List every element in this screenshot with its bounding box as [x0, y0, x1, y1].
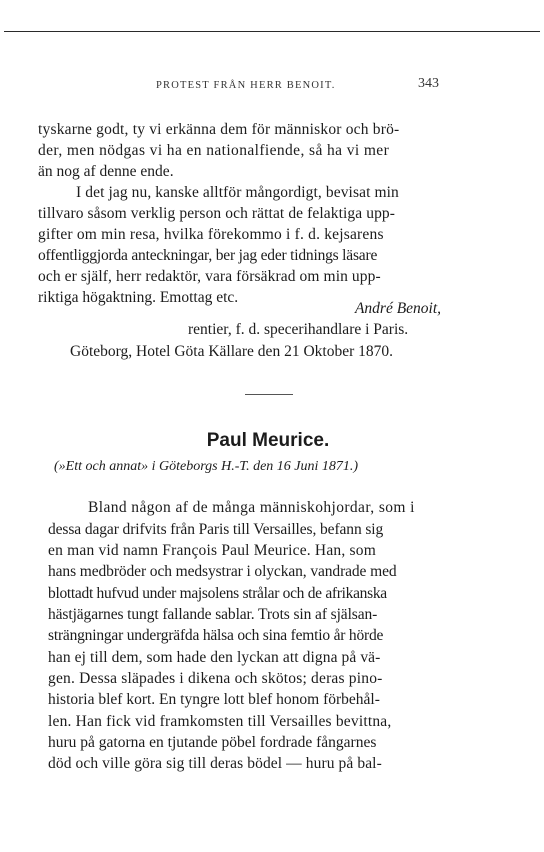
- article-line: len. Han fick vid framkomsten till Versailles bevittna,: [48, 713, 392, 730]
- letter-line: der, men nödgas vi ha en nationalfiende, så ha vi mer: [38, 142, 390, 159]
- article-line: blottadt hufvud under majsolens strålar och de afrikanska: [48, 585, 387, 602]
- signature-name: André Benoit,: [354, 300, 442, 317]
- letter-line: och er själf, herr redaktör, vara försäkrad om min upp-: [38, 268, 381, 285]
- signature-title: rentier, f. d. specerihandlare i Paris.: [188, 321, 409, 338]
- running-head: PROTEST FRÅN HERR BENOIT.: [156, 80, 336, 91]
- section-divider: [245, 394, 293, 395]
- article-line: en man vid namn François Paul Meurice. Han, som: [48, 542, 376, 559]
- page-number: 343: [418, 76, 439, 91]
- article-line: han ej till dem, som hade den lyckan att digna på vä-: [48, 649, 381, 666]
- article-line: strängningar undergräfda hälsa och sina femtio år hörde: [48, 627, 384, 644]
- article-source: (»Ett och annat» i Göteborgs H.-T. den 16 Juni 1871.): [54, 459, 359, 474]
- place-date: Göteborg, Hotel Göta Källare den 21 Oktober 1870.: [70, 343, 393, 360]
- article-line: huru på gatorna en tjutande pöbel fordrade fångarnes: [48, 734, 377, 751]
- letter-line: gifter om min resa, hvilka förekommo i f. d. kejsarens: [38, 226, 384, 243]
- article-line: Bland någon af de många människohjordar, som i: [88, 499, 415, 516]
- article-line: hans medbröder och medsystrar i olyckan, vandrade med: [48, 563, 397, 580]
- article-line: historia blef kort. En tyngre lott blef honom förbehål-: [48, 691, 380, 708]
- letter-line: riktiga högaktning. Emottag etc.: [38, 289, 239, 306]
- letter-line: tillvaro såsom verklig person och rättat de felaktiga upp-: [38, 205, 396, 222]
- article-line: hästjägarnes tungt fallande sablar. Trots sin af själsan-: [48, 606, 378, 623]
- article-line: död och ville göra sig till deras bödel — huru på bal-: [48, 755, 382, 772]
- letter-line: I det jag nu, kanske alltför mångordigt, bevisat min: [76, 184, 399, 201]
- article-line: dessa dagar drifvits från Paris till Versailles, befann sig: [48, 521, 384, 538]
- article-title: Paul Meurice.: [206, 430, 330, 451]
- letter-line: tyskarne godt, ty vi erkänna dem för människor och brö-: [38, 121, 400, 138]
- letter-line: offentliggjorda anteckningar, ber jag eder tidnings läsare: [38, 247, 378, 264]
- letter-line: än nog af denne ende.: [38, 163, 174, 180]
- top-rule: [4, 31, 540, 32]
- article-line: gen. Dessa släpades i dikena och skötos; deras pino-: [48, 670, 383, 687]
